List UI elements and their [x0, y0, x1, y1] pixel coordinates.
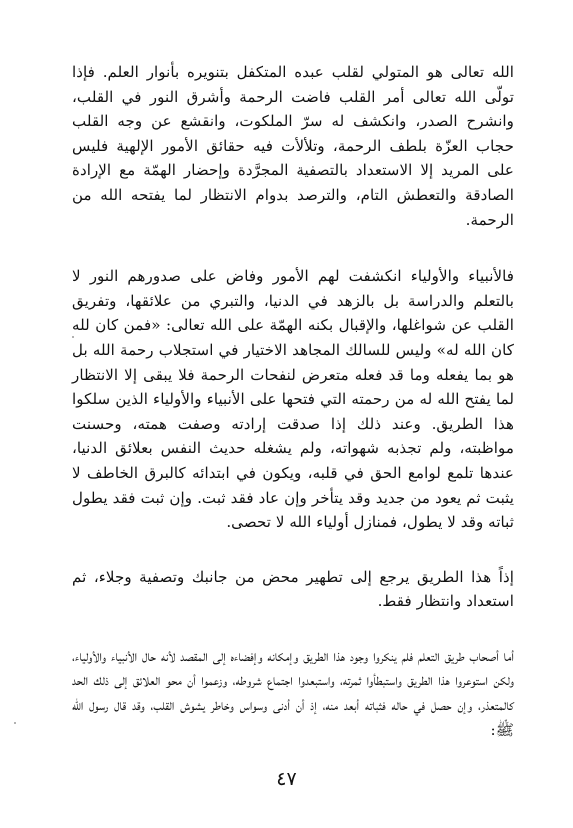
page-number: ٤٧ [276, 768, 297, 790]
paragraph-2: فالأنبياء والأولياء انكشفت لهم الأمور وفاض على صدورهم النور لا بالتعلم والدراسة بل بالزهد في الدنيا، والتبري من علائقها، وتفريق القلب عن شواغلها، والإقبال بكنه الهمّة على الله تعالى: «فمن كان لله كان الله له» وليس للسالك المجاهد الاختيار في استجلاب رحمة الله بل هو بما يفعله وما قد فعله متعرض لنفحات الرحمة فلا يبقى إلا الانتظار لما يفتح الله له من رحمته التي فتحها على الأنبياء والأولياء الذين سلكوا هذا الطريق. وعند ذلك إذا صدقت إرادته وصفت همته، وحسنت مواظبته، ولم تجذبه شهواته، ولم يشغله حديث النفس بعلائق الدنيا، عندها تلمع لوامع الحق في قلبه، ويكون في ابتدائه كالبرق الخاطف لا يثبت ثم يعود من جديد وقد يتأخر وإن عاد فقد ثبت. وإن ثبت فقد يطول ثباته وقد لا يطول، فمنازل أولياء الله لا تحصى. [72, 267, 514, 532]
paragraph-1: الله تعالى هو المتولي لقلب عبده المتكفل بتنويره بأنوار العلم. فإذا تولّى الله تعالى أمر القلب فاضت الرحمة وأشرق النور في القلب، وانشرح الصدر، وانكشف له سرّ الملكوت، وانقشع عن وجه القلب حجاب العزّة بلطف الرحمة، وتلألأت فيه حقائق الأمور الإلهية فليس على المريد إلا الاستعداد بالتصفية المجرَّدة وإحضار الهمّة مع الإرادة الصادقة والتعطش التام، والترصد بدوام الانتظار لما يفتحه الله من الرحمة. [72, 63, 514, 229]
page-body [72, 60, 514, 742]
scan-speck [72, 336, 74, 338]
paragraph-4: أما أصحاب طريق التعلم فلم ينكروا وجود هذا الطريق وإمكانه وإفضاءه إلى المقصد لأنه حال الأنبياء والأولياء، ولكن استوعروا هذا الطريق واستبطأوا ثمرته، واستبعدوا اجتماع شروطه، وزعموا أن محو العلائق إلى ذلك الحد كالمتعذر، وإن حصل في حاله فثباته أبعد منه، إذ أن أدنى وسواس وخاطر يشوش القلب، وقد قال رسول الله ﷺ: [72, 646, 514, 739]
paragraph-3: إذاً هذا الطريق يرجع إلى تطهير محض من جانبك وتصفية وجلاء، ثم استعداد وانتظار فقط. [72, 567, 514, 611]
scan-speck [14, 722, 16, 724]
